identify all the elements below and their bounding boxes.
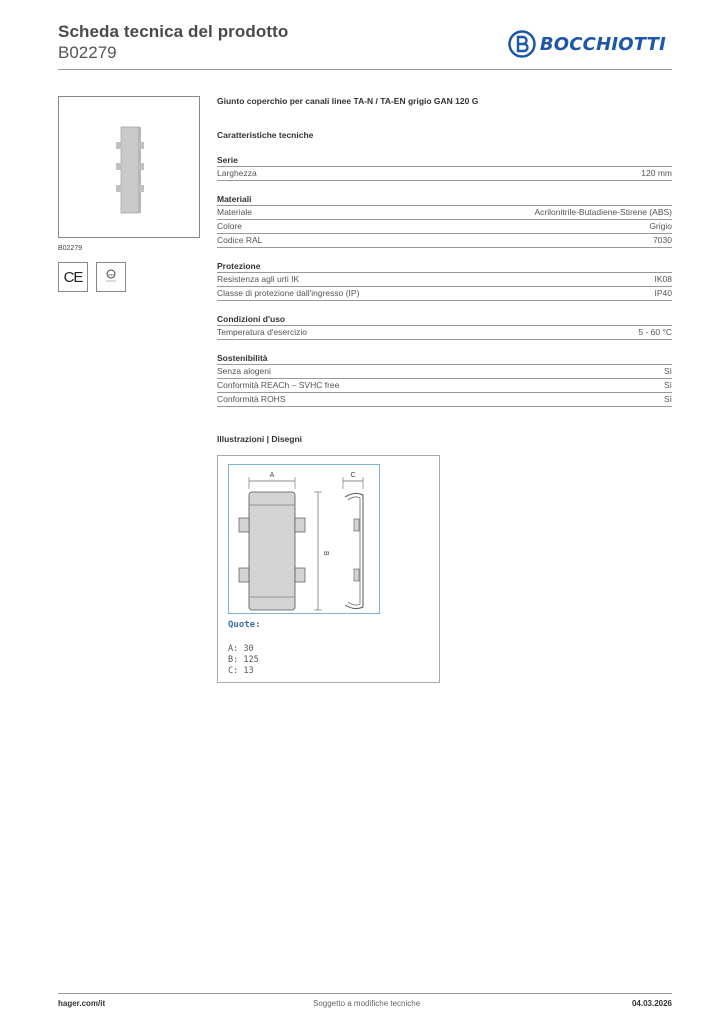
- illustrations-heading: Illustrazioni | Disegni: [217, 434, 303, 444]
- dim-label-a: A: [269, 472, 275, 479]
- spec-row: Classe di protezione dall'ingresso (IP) IP40: [217, 287, 672, 301]
- footer-divider: [58, 993, 672, 994]
- spec-row: Colore Grigio: [217, 220, 672, 234]
- spec-row: Temperatura d'esercizio 5 - 60 °C: [217, 326, 672, 340]
- spec-row: Materiale Acrilonitrile-Butadiene-Stirene (ABS): [217, 206, 672, 220]
- bocchiotti-b-logo-icon: [508, 30, 536, 58]
- dim-label-c: C: [350, 472, 356, 479]
- photo-caption: B02279: [58, 245, 83, 252]
- ce-mark-icon: CE: [58, 262, 88, 292]
- spec-group-sostenibilita: Sostenibilità Senza alogeni Sì Conformità REACh – SVHC free Sì Conformità ROHS Sì: [217, 353, 672, 407]
- spec-group-materiali: Materiali Materiale Acrilonitrile-Butadiene-Stirene (ABS) Colore Grigio Codice RAL 7030: [217, 194, 672, 248]
- brand-logo: [508, 30, 666, 58]
- quote-c: C: 13: [228, 666, 254, 676]
- spec-group-condizioni: Condizioni d'uso Temperatura d'esercizio 5 - 60 °C: [217, 314, 672, 340]
- spec-row: Codice RAL 7030: [217, 234, 672, 248]
- quote-b: B: 125: [228, 655, 259, 665]
- product-photo: [58, 96, 200, 238]
- spec-row: Conformità ROHS Sì: [217, 393, 672, 407]
- header: [58, 22, 288, 63]
- dim-label-b: B: [322, 551, 329, 556]
- dimension-drawing: [229, 465, 379, 613]
- spec-row: Senza alogeni Sì: [217, 365, 672, 379]
- product-title: Giunto coperchio per canali linee TA-N / TA-EN grigio GAN 120 G: [217, 96, 479, 106]
- footer-date: 04.03.2026: [631, 999, 672, 1008]
- product-code: B02279: [58, 43, 117, 62]
- specs-heading: Caratteristiche tecniche: [217, 130, 314, 140]
- spec-group-serie: Serie Larghezza 120 mm: [217, 155, 672, 181]
- svg-text:IMQ: IMQ: [108, 272, 114, 277]
- spec-content: [217, 96, 672, 420]
- quotes-title: Quote:: [228, 620, 261, 630]
- technical-drawing: [217, 455, 440, 683]
- footer-website: hager.com/it: [58, 999, 106, 1008]
- spec-row: Resistenza agli urti IK IK08: [217, 273, 672, 287]
- footer-note: Soggetto a modifiche tecniche: [313, 999, 421, 1008]
- page-title: Scheda tecnica del prodotto: [58, 22, 289, 41]
- spec-row: Larghezza 120 mm: [217, 167, 672, 181]
- drawing-frame: [228, 464, 380, 614]
- quote-a: A: 30: [228, 644, 254, 654]
- product-photo-image: [59, 97, 199, 237]
- header-divider: [58, 69, 672, 70]
- imq-mark-icon: [96, 262, 126, 292]
- logo-text: BOCCHIOTTI: [539, 33, 666, 55]
- spec-row: Conformità REACh – SVHC free Sì: [217, 379, 672, 393]
- spec-group-protezione: Protezione Resistenza agli urti IK IK08 Classe di protezione dall'ingresso (IP) IP40: [217, 261, 672, 301]
